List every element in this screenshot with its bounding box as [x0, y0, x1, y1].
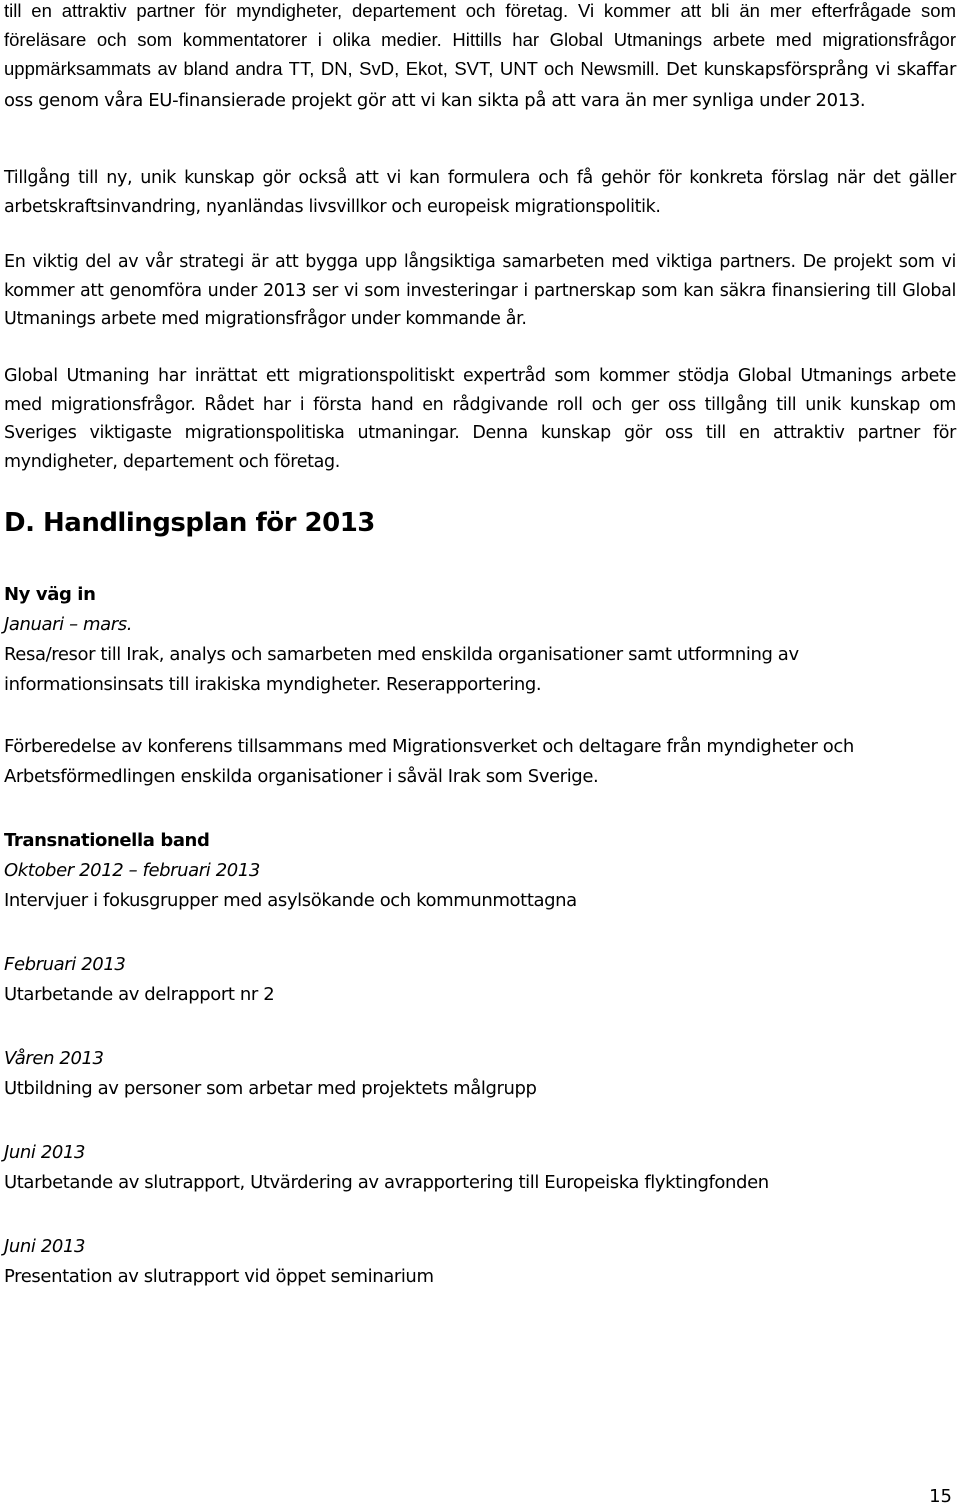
- intro-text: till en attraktiv partner för myndigheter, departement och företag. Vi kommer att bli än mer efterfrågade som föreläsare och som kommentatorer i olika medier. Hittills har Global Utmanings arbete med migrationsfrågor uppmärksammats av bland andra TT, DN, SvD, Ekot, SVT, UNT och Newsmill.: [4, 0, 956, 79]
- schedule-text: Utarbetande av slutrapport, Utvärdering av avrapportering till Europeiska flyktingfonden: [4, 1172, 769, 1193]
- new-knowledge-paragraph: Tillgång till ny, unik kunskap gör också att vi kan formulera och få gehör för konkreta förslag när det gäller arbetskraftsinvandring, nyanländas livsvillkor och europeisk migrationspolitik.: [4, 168, 956, 217]
- project-text: Förberedelse av konferens tillsammans med Migrationsverket och deltagare från myndigheter och Arbetsförmedlingen enskilda organisationer i såväl Irak som Sverige.: [4, 736, 854, 787]
- schedule-text: Utbildning av personer som arbetar med projektets målgrupp: [4, 1078, 537, 1099]
- schedule-item: [4, 1044, 956, 1104]
- project-title: Ny väg in: [4, 584, 96, 605]
- eu-projects-text: Det kunskapsförsprång vi skaffar oss genom våra EU-finansierade projekt gör att vi kan sikta på att vara än mer synliga under 2013.: [4, 59, 956, 111]
- schedule-text: Presentation av slutrapport vid öppet seminarium: [4, 1266, 434, 1287]
- schedule-item: [4, 856, 956, 916]
- expert-council-paragraph: Global Utmaning har inrättat ett migrationspolitiskt expertråd som kommer stödja Global Utmanings arbete med migrationsfrågor. Rådet har i första hand en rådgivande roll och ger oss tillgång till unik kunskap om Sveriges viktigaste migrationspolitiska utmaningar. Denna kunskap gör oss till en attraktiv partner för myndigheter, departement och företag.: [4, 366, 956, 472]
- page-number: 15: [929, 1486, 952, 1507]
- project-text: Resa/resor till Irak, analys och samarbeten med enskilda organisationer samt utformning av informationsinsats till irakiska myndigheter. Reserapportering.: [4, 644, 799, 695]
- project-period: Januari – mars.: [4, 614, 133, 635]
- schedule-period: Våren 2013: [4, 1048, 104, 1069]
- schedule-period: Februari 2013: [4, 954, 126, 975]
- schedule-text: Utarbetande av delrapport nr 2: [4, 984, 275, 1005]
- project-title: Transnationella band: [4, 830, 210, 851]
- project-ny-vag-in: [4, 580, 956, 792]
- strategy-paragraph: En viktig del av vår strategi är att bygga upp långsiktiga samarbeten med viktiga partners. De projekt som vi kommer att genomföra under 2013 ser vi som investeringar i partnerskap som kan säkra finansiering till Global Utmanings arbete med migrationsfrågor under kommande år.: [4, 252, 956, 329]
- schedule-item: [4, 1138, 956, 1198]
- intro-paragraph: [4, 0, 956, 115]
- schedule-item: [4, 950, 956, 1010]
- schedule-item: [4, 1232, 956, 1292]
- section-heading: D. Handlingsplan för 2013: [4, 508, 375, 538]
- schedule-period: Juni 2013: [4, 1236, 86, 1257]
- schedule-period: Juni 2013: [4, 1142, 86, 1163]
- project-transnationella-band: [4, 826, 956, 1292]
- schedule-period: Oktober 2012 – februari 2013: [4, 860, 260, 881]
- schedule-text: Intervjuer i fokusgrupper med asylsökande och kommunmottagna: [4, 890, 577, 911]
